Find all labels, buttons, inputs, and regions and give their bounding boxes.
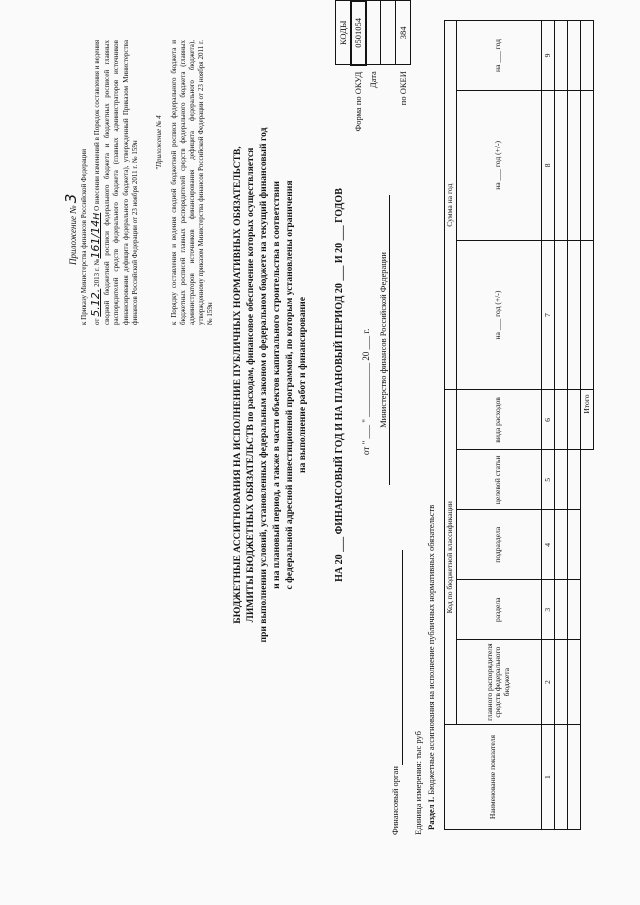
- header-year3: на ___ год: [456, 21, 541, 91]
- finance-organ-line: [402, 550, 403, 765]
- date-value: [366, 1, 381, 65]
- column-number-row: 1 2 3 4 5 6 7 8 9: [541, 21, 554, 830]
- document-title: БЮДЖЕТНЫЕ АССИГНОВАНИЯ НА ИСПОЛНЕНИЕ ПУБЛИЧНЫХ НОРМАТИВНЫХ ОБЯЗАТЕЛЬСТВ, ЛИМИТЫ БЮДЖЕТНЫХ ОБЯЗАТЕЛЬСТВ по расходам, финансовое обеспечение которых осуществляется при выполнении условий, установленных федеральным законом о федеральном бюджете на текущий финансовый год и на плановый период, а также в части объектов капитального строительства в соответствии с федеральной адресной инвестиционной программой, по которым установлены ограничения на выполнение работ и финансирование: [232, 127, 308, 643]
- document-period-title: НА 20 ___ ФИНАНСОВЫЙ ГОД И НА ПЛАНОВЫЙ ПЕРИОД 20 ___ И 20 ___ ГОДОВ: [334, 188, 345, 582]
- date-line: от " ___ " ____________ 20 ___ г.: [361, 328, 371, 455]
- total-label: Итого: [580, 390, 593, 450]
- total-row: [580, 21, 593, 830]
- table-row: [554, 21, 567, 830]
- header-year2: на ___ год (+/-): [456, 90, 541, 240]
- order-reference: к Приказу Министерства финансов Российской Федерации от 5.12. 2013 г. №161/14н О внесении изменений в Порядок составления и ведения сводной бюджетной росписи федерального бюджета и бюджетных росписей главных распорядителей средств федерального бюджета (главных администраторов источников финансирования дефицита федерального бюджета), утвержденный Приказом Министерства финансов Российской Федерации от 23 ноября 2011 г. № 159н: [80, 39, 139, 325]
- header-statya: целевой статьи: [456, 450, 541, 510]
- okei-label: по ОКЕИ: [398, 71, 408, 106]
- header-razdel: раздела: [456, 580, 541, 640]
- okud-value: 0501054: [351, 1, 366, 65]
- codes-header: КОДЫ: [336, 1, 351, 65]
- header-podrazdel: подраздела: [456, 510, 541, 580]
- ministry-name: Министерство финансов Российской Федерации: [378, 195, 390, 485]
- codes-table: [335, 0, 411, 155]
- okud-label: Форма по ОКУД: [353, 71, 363, 132]
- appendix-4-text: к Порядку составления и ведения сводной бюджетной росписи федерального бюджета и бюджетных росписей главных распорядителей средств федерального бюджета (главных администраторов источников финансирования дефицита федерального бюджета), утвержденному приказом Министерства финансов Российской Федерации от 23 ноября 2011 г. № 159н: [170, 40, 215, 325]
- header-code-group: Код по бюджетной классификации: [445, 390, 457, 725]
- header-grbs: главного распорядителя средств федерального бюджета: [456, 640, 541, 725]
- header-vid: вида расходов: [456, 390, 541, 450]
- header-name: Наименование показателя: [445, 725, 542, 830]
- section-heading: Раздел I. Бюджетные ассигнования на исполнение публичных нормативных обязательств: [426, 504, 436, 830]
- unit-label: Единица измерения: тыс руб: [413, 731, 423, 835]
- header-year1: на ___ год (+/-): [456, 240, 541, 390]
- appendix-number: Приложение №3: [62, 193, 80, 265]
- finance-organ-label: Финансовый орган: [390, 766, 400, 835]
- date-label: Дата: [368, 71, 378, 89]
- okei-value: 384: [396, 1, 411, 65]
- header-sum-group: Сумма на год: [445, 21, 457, 390]
- appendix-4-title: "Приложение № 4: [155, 115, 163, 170]
- appropriations-table: [444, 20, 594, 830]
- table-row: [567, 21, 580, 830]
